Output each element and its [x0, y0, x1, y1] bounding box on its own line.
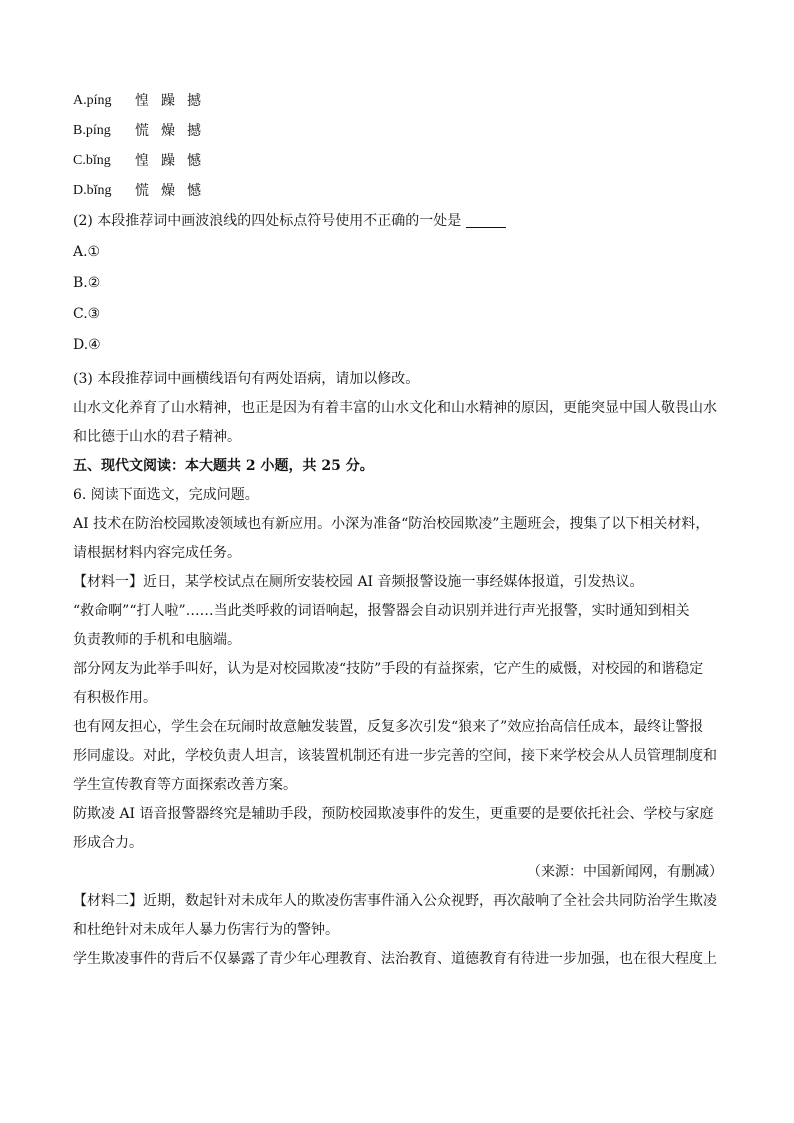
option-char: 燥 [161, 123, 175, 139]
option-char: 撼 [187, 93, 201, 109]
q2-option-c: C.③ [73, 306, 101, 322]
q2-option-a: A.① [73, 244, 101, 260]
option-label: B.píng [73, 123, 111, 138]
material2-paragraph: 和杜绝针对未成年人暴力伤害行为的警钟。 [73, 922, 339, 938]
q3-stem: (3) 本段推荐词中画横线语句有两处语病，请加以修改。 [73, 371, 420, 387]
source-citation: （来源：中国新闻网，有删减） [527, 864, 723, 880]
material2-paragraph: 【材料二】近期，数起针对未成年人的欺凌伤害事件涌入公众视野，再次敲响了全社会共同防治学生欺凌 [73, 893, 717, 909]
option-char: 憾 [187, 153, 201, 169]
document-page [73, 90, 723, 974]
material1-paragraph: 部分网友为此举手叫好，认为是对校园欺凌“技防”手段的有益探索，它产生的威慑，对校园的和谐稳定 [73, 661, 704, 677]
material2-paragraph: 学生欺凌事件的背后不仅暴露了青少年心理教育、法治教育、道德教育有待进一步加强，也在很大程度上 [73, 951, 717, 967]
q6-title: 6. 阅读下面选文，完成问题。 [73, 487, 259, 503]
option-char: 惶 [135, 153, 149, 169]
q2-stem [73, 210, 723, 232]
q1-options [73, 90, 723, 202]
material1-paragraph: 形同虚设。对此，学校负责人坦言，该装置机制还有进一步完善的空间，接下来学校会从人员管理制度和 [73, 748, 717, 764]
option-char: 躁 [161, 93, 175, 109]
option-char: 慌 [135, 123, 149, 139]
option-char: 躁 [161, 153, 175, 169]
answer-blank [466, 227, 506, 228]
material1-paragraph: 学生宣传教育等方面探索改善方案。 [73, 777, 297, 793]
q3-sentence: 和比德于山水的君子精神。 [73, 429, 241, 445]
q2-text: (2) 本段推荐词中画波浪线的四处标点符号使用不正确的一处是 [73, 213, 462, 229]
material1-paragraph: 也有网友担心，学生会在玩闹时故意触发装置，反复多次引发“狼来了”效应抬高信任成本，最终让警报 [73, 719, 704, 735]
material1-paragraph: “救命啊”“打人啦”……当此类呼救的词语响起，报警器会自动识别并进行声光报警，实时通知到相关 [73, 603, 690, 619]
q3-sentence: 山水文化养育了山水精神，也正是因为有着丰富的山水文化和山水精神的原因，更能突显中国人敬畏山水 [73, 400, 717, 416]
material1-paragraph: 有积极作用。 [73, 690, 157, 706]
option-char: 撼 [187, 123, 201, 139]
option-label: A.píng [73, 93, 112, 108]
option-c [73, 150, 723, 172]
q6-intro: 请根据材料内容完成任务。 [73, 545, 241, 561]
material1-paragraph: 负责教师的手机和电脑端。 [73, 632, 241, 648]
option-d [73, 180, 723, 202]
material1-paragraph: 防欺凌 AI 语音报警器终究是辅助手段，预防校园欺凌事件的发生，更重要的是要依托社会、学校与家庭 [73, 806, 714, 822]
option-char: 慌 [135, 183, 149, 199]
option-char: 憾 [187, 183, 201, 199]
q2-option-d: D.④ [73, 337, 101, 353]
option-label: C.bǐng [73, 153, 111, 168]
q2-option-b: B.② [73, 275, 101, 291]
material1-paragraph: 形成合力。 [73, 835, 143, 851]
option-char: 燥 [161, 183, 175, 199]
section-heading: 五、现代文阅读：本大题共 2 小题，共 25 分。 [73, 458, 374, 474]
option-a [73, 90, 723, 112]
material1-paragraph: 【材料一】近日，某学校试点在厕所安装校园 AI 音频报警设施一事经媒体报道，引发热议。 [73, 574, 644, 590]
option-char: 惶 [135, 93, 149, 109]
q6-intro: AI 技术在防治校园欺凌领域也有新应用。小深为准备“防治校园欺凌”主题班会，搜集了以下相关材料， [73, 516, 710, 532]
option-label: D.bǐng [73, 183, 112, 198]
option-b [73, 120, 723, 142]
